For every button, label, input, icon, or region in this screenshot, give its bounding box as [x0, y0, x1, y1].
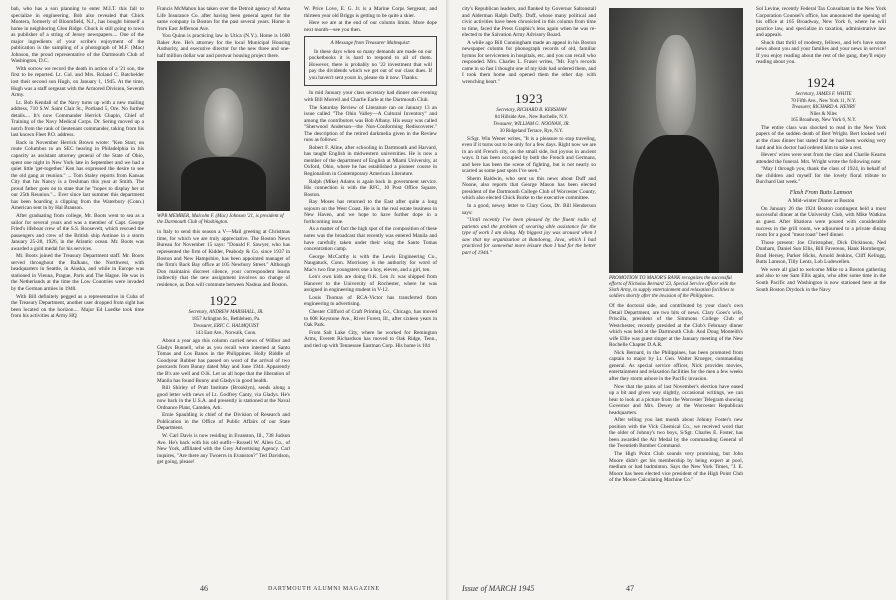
paragraph: After telling you last month about Johnny Foster's new position with the Vick Chemical Co., we received word that the older of Johnny's two boys, S/Sgt. Charles E. Foster, has been awarded the Air Medal by the commanding General of the Twentieth Bomber Command.	[609, 417, 743, 450]
paragraph: Ray Moses has returned to the East after quite a long sojourn on the West Coast. He is in the real estate business in New Haven, and we hope to have further dope in a forthcoming issue.	[304, 199, 437, 225]
left-column-2	[157, 6, 290, 583]
paragraph: Now that the pains of last November's election have eased up a bit and given way slightly, occasional writings, we can hear to look at a picture from the Worcester Telegram showing Governor and Mrs. Dewey at the Worcester Republican headquarters.	[609, 383, 743, 416]
paragraph: Here we are at the end of our column limits. More dope next month—see you then.	[304, 20, 437, 33]
left-column-1	[11, 6, 144, 583]
class-treasurer: Treasurer, WILLIAM G. NOONAN, JR.	[493, 121, 570, 127]
class-address: 70 Fifth Ave., New York 11, N.Y.	[790, 98, 857, 104]
portrait-body	[181, 157, 266, 211]
left-footer	[200, 585, 208, 594]
class-address: 84 Hillside Ave., New Rochelle, N.Y.	[494, 114, 569, 120]
portrait-face	[204, 88, 244, 156]
paragraph: From Salt Lake City, where he worked for Remington Arms, Everett Richardson has moved to Oak Ridge, Tenn., and tied up with Tennessee Eastman Corp. His home is 104	[304, 329, 437, 349]
class-year-heading: 1924	[807, 74, 835, 90]
paragraph: W. Price Love, E. G. Jr. is a Marine Corps Sergeant, and thirteen year old Briggs is getting to be quite a skier.	[304, 6, 437, 19]
paragraph: Ernie Spaulding is chief of the Division of Research and Publication in the Office of Public Affairs of our State Department.	[157, 412, 290, 432]
class-secretary: Secretary, JAMES F. WHITE	[795, 91, 852, 97]
paragraph: Hevers' wires were sent from the class and Charlie Kearns attended the funeral. Mrs. Wright wrote the following note:	[756, 152, 886, 165]
paragraph: Chester Clifford of Craft Printing Co., Chicago, has moved to 608 Keystone Ave., River Forest, Ill., after sixteen years in Oak Park.	[304, 308, 437, 329]
paragraph: "Until recently I've been pleased by the fluent radio of patients and the problem of securing able assistance for the type of work I am doing. My biggest joy was aroused when I saw that my organization at Bandoeng, Java, which I had practiced for somewhat more leisure than I had for the better part of 1944."	[462, 217, 596, 256]
paragraph: A while ago Bill Cunningham made an appeal in his Boston newspaper column for phonograph records of old, familiar hymns for servicemen in hospitals, etc. and you can recall who responded. Mrs. Charles L. Fraser writes, "Mr. Fay's records came in so fast I thought one of my kids had ordered them, and I took them home and opened them the other day with wrenching heart."	[462, 39, 596, 86]
paragraph: Francis McMahon has taken over the Detroit agency of Aetna Life Insurance Co. after having been general agent for the same company in Boston for the past several years. Home is from East Jefferson Ave.	[157, 6, 290, 32]
paragraph: You Quinn is practicing law in Utica (N.Y.). Home is 1600 Baker Ave. He's attorney for the local Municipal Housing Authority, and executive director for the new three and one-half million dollar war and postwar housing project there.	[157, 33, 290, 59]
paragraph: With sorrow we record the death in action of a '21 son, the first to be reported. Lt. Col. and Mrs. Roland C. Batchelder lost their second son Hugh, on January 1, 1945. At the time, Hugh was a staff sergeant with the Armored Division, Seventh Army.	[11, 65, 144, 99]
paragraph: In mid January your class secretary had dinner one evening with Bill Morrell and Charlie Earle at the Dartmouth Club.	[304, 90, 437, 104]
paragraph: S/Sgt. Win Wener writes, "It is a pleasure to stop traveling, even if it turns out to be only for a few days. Right now we are in an old French city, on the small side, but joyous in ancient ways. It has been occupied by both the French and Germans, and here has been the scene of fighting, but is not nearly so scarred as some past spots I've seen."	[462, 135, 596, 175]
class-address: 143 East Ave., Norwalk, Conn.	[195, 331, 257, 337]
class-address: 165 Broadway, New York 6, N.Y.	[790, 117, 857, 123]
paragraph: Bill Shirley of Pratt Institute (Brooklyn), sends along a good letter with news of Lt. Godfrey Canty, via Gladys. He's now back in the U.S.A. and presently is stationed at the Naval Ordnance Plant, Camden, Ark.	[157, 385, 290, 411]
class-treasurer: Treasurer, ERIC C. HALMQUIST	[193, 324, 259, 330]
paragraph: Nick Bernard, in the Philippines, has been promoted from captain to major by Lt. Gen. Walter Krueger, commanding general. As special service officer, Nick provides movies, entertainment and relaxation facilities for the men a few weeks after they storm ashore in the Pacific invasion.	[609, 349, 743, 383]
paragraph: Sherm Baldwin, who sent us this news about Duff and Noone, also reports that George Mason has been elected president of the Dartmouth College Club of Worcester County, which also elected Chick Burke to the executive committee.	[462, 175, 596, 202]
paragraph: We were all glad to welcome Mike to a Boston gathering and also to see Sam Ellis again, who after some time in the South Pacific and Washington is now stationed here at the South Boston Drydock in the Navy	[756, 266, 886, 293]
paragraph: Mr. Boots joined the Treasury Department staff. Mr. Boots served throughout the Balkans, the Northwest, with headquarters in Seattle, in Alaska, and while in Europe was stationed in Vienna, Prague, Paris and The Hague. He was in the Netherlands at the time the Low Countries were invaded by the German armies in 1940.	[11, 253, 144, 292]
class-year-heading: 1923	[515, 90, 543, 106]
magazine-title: DARTMOUTH ALUMNI MAGAZINE	[268, 586, 380, 592]
photo-caption: PROMOTION TO MAJOR'S RANK recognizes the successful efforts of Nicholas Bernard '23, Special Service officer with the Sixth Army, to supply entertainment and relaxation facilities to soldiers shortly after the invasion of the Philippines.	[609, 276, 736, 299]
paragraph: W. Carl Davis is now residing in Evanston, Ill., 738 Judson Ave. He's back with his old outfit—Russell W. Allen Co., of New York, affiliated with the Grey Advertising Agency. Carl inquires, "Are there any Twoerrs in Evanston?" Ted Davidson, get going, please!	[157, 432, 290, 466]
paragraph: As a matter of fact the high spot of the composition of these notes was the broadcast that recently was entered Manila and have carefully taken under their wing the Santo Tomas concentration camp.	[304, 226, 437, 253]
paragraph: The entire class was shocked to read in the New York papers of the sudden death of Bert Wright. Bert looked well at the class dinner but stated that he had been working very hard and his doctor had ordered him to take a rest.	[756, 124, 886, 151]
treasurer-message-box	[304, 36, 437, 86]
page-number: 47	[626, 584, 634, 593]
paragraph: The High Point Club sounds very promising, but John Moore didn't get his membership by being expert at pool, medium or bad badminton. Says the New York Times, "J. E. Moore has been elected vice president of the High Point Club of the Moore Calculating Machine Co."	[609, 451, 743, 484]
paragraph: Sol Levine, recently Federal Tax Consultant in the New York Corporation Counsel's office, has announced the opening of his office at 165 Broadway, New York 6, where he will practice law, and specialize in taxation, administrative law and appeals.	[756, 6, 886, 39]
page-gutter	[446, 0, 450, 600]
paragraph: Len's own kids are doing O.K. Len Jr. was shipped from Hanover to the University of Rochester, where he was assigned in engineering student in V-12.	[304, 274, 437, 294]
portrait-face	[656, 35, 696, 136]
left-column-3	[304, 6, 437, 583]
right-footer	[626, 585, 634, 594]
page-number: 46	[200, 584, 208, 593]
paragraph: Ralph (Mike) Adams is again back in government service. His connection is with the RFC, 10 Post Office Square, Boston.	[304, 178, 437, 198]
paragraph: The Saturday Review of Literature ran on January 13 an issue called "The Ohio Valley—A Cultural Inventory" and among the contributors was Bob Albany. His essay was called "Sherwood Anderson—the Non-Conforming Rediscoverer." The description of the retired darkmelia given in the Review runs as follows:	[304, 104, 437, 144]
paragraph: bah, who has a son planning to enter M.I.T. this fall to specialize in engineering. Bob also revealed that Chick Montera, formerly of Bloomfield, N.J., has bought himself a home in neighboring Glen Ridge. Chuck is still going to town as publisher of a string of Jersey newspapers.... One of the major ingredients of your scribe's enjoyment of the publication is the sampling of a photograph of M.F. (Mac) Johnson, the proud representative of the Dartmouth Club of Washington, D.C.	[11, 6, 144, 65]
paragraph: Shuck that thrill of modesty, fellows, and let's have some news about you and your families and your news in service! If you enjoy reading about the rest of the gang, they'll enjoy reading about you.	[756, 39, 886, 66]
class-year-heading: 1922	[209, 293, 238, 309]
message-box-body: In these days when so many demands are made on our pocketbooks it is hard to respond to all of them. However, there is probably no '22 investment that will pay the dividends which we get out of our class dues. If you haven't sent yours in, please do it now. Thanks.	[309, 48, 432, 81]
section-subheading: Flash From Butts Lamson	[789, 189, 853, 196]
paragraph: Lt. Bob Kendall of the Navy turns up with a new mailing address, 710 S.W. Saint Clair St., Portland 5, Ore. No further details.... It's now Commander Herrick Chapin, Chief of Training of the Navy Medical Corps. Dr. Sering moved up a notch from the rank of lieutenant commander, taking from his last known Fleet P.O. address.	[11, 99, 144, 139]
class-firm: Niles & Niles	[810, 111, 837, 117]
paragraph: On January 26 the 1924 Boston contingent held a most successful dinner at the University Club, with Mike Watkins as guest. After libations were poured with considerable success in the grill room, we adjourned to a private dining room for a good "meat roast" beef dinner.	[756, 205, 886, 239]
paragraph: Of the doctoral side, and contributed by your class's own Detail Department, are two bits of news. Clary Goes's wife, Priscilla, president of the Simmons College Club of Westchester, recently presided at the Club's February dinner which was held at the Dartmouth Club. And Doug Monteith's wife Ellie was guest singer at the January meeting of the New Rochelle Chapter D.A.R.	[609, 303, 743, 349]
paragraph: A Mid-winter Dinner at Boston	[787, 198, 855, 205]
paragraph: After graduating from college, Mr. Boots went to sea as a sailor for several years and was a member of Capt. George Fried's lifeboat crew of the S.S. Roosevelt, which rescued the passengers and crew of the British ship Antinoe in a storm January 25-28, 1926, in the Atlantic ocean. Mr. Boots was awarded a gold medal for his services.	[11, 212, 144, 252]
paragraph: Louis Thomas of RCA-Victor has transferred from engineering to advertising.	[304, 294, 437, 308]
issue-line	[462, 585, 534, 594]
paragraph: "May I through you, thank the class of 1924, in behalf of the children and myself for the lovely floral tribute to Burchard last week."	[756, 166, 886, 186]
message-box-title: A Message from Treasurer Malmquist:	[330, 40, 411, 47]
portrait-body	[633, 135, 719, 273]
paragraph: in Italy to send this season a V—Mail greeting at Christmas time, for which we are truly appreciative. The Boston News Bureau for November 15 says: "Donald F. Sawyer, who has represented the firm of Kidder, Peabody & Co. since 1937 in Boston and New Hampshire, has been appointed manager of the firm's Back Bay office at 105 Newbury Street." Although Don maintains discreet silence, your correspondent learns indirectly that the new assignment involves no change of residence, as Don will commute between Nashua and Boston.	[157, 229, 290, 288]
paragraph: In a good, newsy letter to Clary Goss, Dr. Bill Henderson says:	[462, 203, 596, 216]
paragraph: city's Republican leaders, and flanked by Governor Saltonstall and Alderman Ralph Duffy. Duff, whose many political and civic activities have been chronicled in this column from time to time, faced the Press Graphic's lens again when he was re-elected to the Salvation Army Advisory Board.	[462, 6, 596, 39]
paragraph: Those present: Joe Christopher, Dick Dickinson, Ned Dunham, Daniel Sun Ellis, Bill Favereau, Hank Hornberger, Brad Hersey, Parker Hicks, Arnold Jenkins, Cliff Kellogg, Butts Lamson, Tilly Lentz, Lob Ludewellen.	[756, 239, 886, 266]
right-column-3	[756, 6, 886, 583]
class-secretary: Secretary, ANDREW MARSHALL, JR.	[188, 310, 264, 316]
paragraph: With Bill definitely pegged as a representative in Cuba of the Treasury Department, another user dropped from sight has been located on the horizon.... Major Ed Luedke took time from his activities at Army HQ	[11, 293, 144, 320]
right-column-2	[609, 6, 743, 583]
paragraph: Robert F. Aline, after schooling in Dartmouth and Harvard, has taught English in midwestern universities. He is now a member of the department of English at Miami University, at Oxford, Ohio, where he has established a pioneer course in Regionalism in Contemporary American Literature.	[304, 144, 437, 178]
class-address: 1857 Arlington St., Bethlehem, Pa.	[191, 317, 261, 323]
paragraph: About a year ago this column carried news of Wilbur and Gladys Bunnell, who as you recall were interned at Santo Tomas and Los Banos in the Philippines. Holly Riddle of Goodyear Rubber has passed on word of the arrival of two postcards from Bunny dated May and June 1944. Apparently the B's are well and O.K. Let us all hope that the liberation of Manila has found Bunny and Gladys in good health.	[157, 338, 290, 384]
class-secretary: Secretary, RICHARD B. KERSHAW	[496, 107, 567, 113]
class-address: 30 Ridgeland Terrace, Rye, N.Y.	[499, 128, 564, 134]
paragraph: Back in November Herrick Brown wrote: "Ken Starr, on route Columbus to an SEC hearing in Philadelphia in his capacity as assistant attorney general of the State of Ohio, spent one night in New York late in September and we had a quiet little 'get-together.' Ken has expressed the desire to see the old gang at reunion." ... Tom Staley reports from Kansas City that his Nancy is a freshman this year at Smith. The proud father goes on to state that he "hopes to display her at our 25th Reunion."... Ever since last summer this department has been hoarding a clipping from the Waterbury (Conn.) American sent in by Hal Branson.	[11, 139, 144, 212]
photo-caption: WPB MEMBER, Malcolm F. (Mac) Johnson '21, is president of the Dartmouth Club of Washington.	[157, 214, 284, 226]
portrait-photo-johnson	[157, 61, 290, 211]
paragraph: George McCarthy is with the Lewis Engineering Co., Naugatuck, Conn. Morrissey is the authority for word of Mac's two fine youngsters one a boy, eleven, and a girl, ten.	[304, 253, 437, 273]
portrait-photo-bernard	[609, 8, 743, 273]
class-treasurer: Treasurer, RICHARD A. HENRY	[791, 104, 856, 110]
right-column-1	[462, 6, 596, 583]
issue-date: Issue of MARCH 1945	[462, 584, 535, 593]
